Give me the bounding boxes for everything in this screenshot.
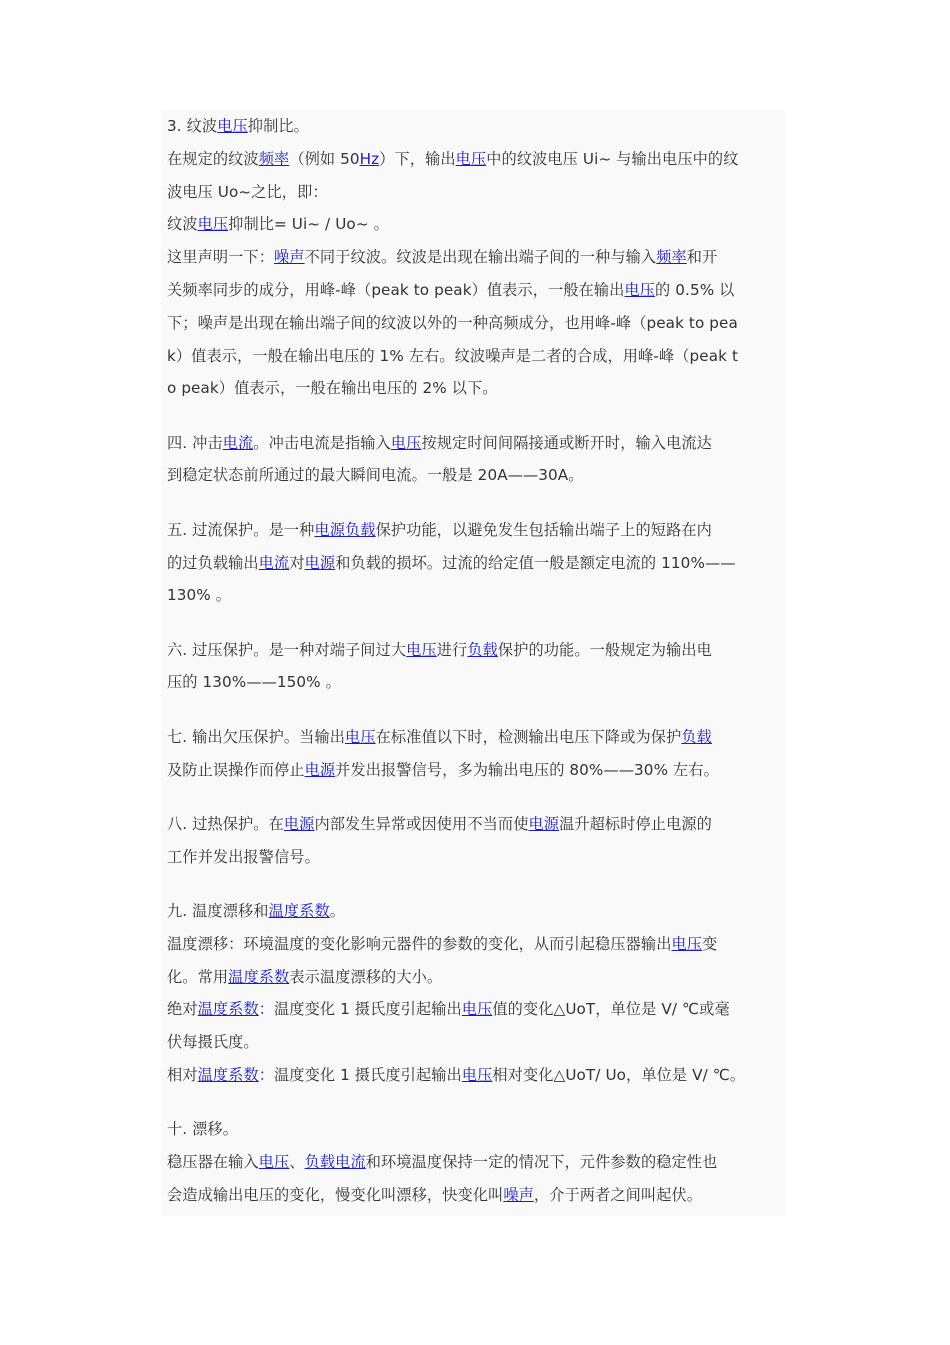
keyword-link[interactable]: 电压	[671, 934, 703, 953]
article-body	[161, 110, 785, 1216]
text-run: 、	[289, 1153, 305, 1172]
keyword-link[interactable]: 温度系数	[228, 967, 290, 986]
section-s3	[167, 110, 785, 405]
text-line	[167, 754, 785, 787]
text-run: 不同于纹波。纹波是出现在输出端子间的一种与输入	[304, 248, 657, 267]
text-line	[167, 895, 785, 928]
text-line	[167, 1113, 785, 1146]
text-run: 表示温度漂移的大小。	[289, 967, 443, 986]
text-run: 五. 过流保护。是一种	[167, 520, 315, 539]
text-line	[167, 1146, 785, 1179]
keyword-link[interactable]: Hz	[359, 149, 380, 168]
text-run: ：温度变化 1 摄氏度引起输出	[258, 1065, 462, 1084]
text-line	[167, 1026, 785, 1059]
text-line	[167, 721, 785, 754]
text-line	[167, 241, 785, 274]
keyword-link[interactable]: 电压	[461, 1000, 493, 1019]
text-line	[167, 110, 785, 143]
keyword-link[interactable]: 温度系数	[197, 1000, 259, 1019]
keyword-link[interactable]: 电压	[345, 727, 376, 746]
text-line	[167, 961, 785, 994]
keyword-link[interactable]: 电压	[217, 117, 248, 135]
section-s8	[167, 808, 785, 874]
text-line	[167, 634, 785, 667]
section-s5	[167, 514, 785, 612]
keyword-link[interactable]: 频率	[656, 248, 687, 267]
text-run: 关频率同步的成分，用峰-峰（peak to peak）值表示，一般在输出	[167, 280, 625, 299]
text-line	[167, 1059, 785, 1092]
text-run: 。冲击电流是指输入	[253, 433, 391, 452]
section-spacer	[167, 492, 785, 514]
text-run: 保护的功能。一般规定为输出电	[497, 640, 712, 659]
keyword-link[interactable]: 电源	[283, 814, 315, 833]
text-run: 变	[702, 934, 718, 953]
text-run: 稳压器在输入	[167, 1153, 259, 1172]
keyword-link[interactable]: 电压	[197, 215, 229, 234]
keyword-link[interactable]: 负载	[681, 727, 712, 746]
section-spacer	[167, 699, 785, 721]
text-run: o peak）值表示，一般在输出电压的 2% 以下。	[167, 379, 498, 398]
text-run: 会造成输出电压的变化，慢变化叫漂移，快变化叫	[167, 1185, 504, 1204]
section-s4	[167, 427, 785, 493]
text-run: 这里声明一下：	[167, 248, 275, 267]
text-line	[167, 427, 785, 460]
text-run: 的 0.5% 以	[655, 280, 735, 299]
section-s10	[167, 1113, 785, 1211]
text-run: 值的变化△UoT，单位是 V/ ℃或毫	[492, 1000, 730, 1019]
text-run: 内部发生异常或因使用不当而使	[314, 814, 529, 833]
section-spacer	[167, 612, 785, 634]
text-run: 七. 输出欠压保护。当输出	[167, 727, 346, 746]
text-run: 十. 漂移。	[167, 1120, 239, 1139]
text-line	[167, 208, 785, 241]
text-run: 到稳定状态前所通过的最大瞬间电流。一般是 20A——30A。	[167, 466, 584, 485]
text-run: 纹波	[167, 215, 198, 234]
keyword-link[interactable]: 电压	[455, 149, 487, 168]
keyword-link[interactable]: 电源	[528, 814, 560, 833]
text-line	[167, 579, 785, 612]
text-run: 对	[289, 553, 305, 572]
text-run: 相对	[167, 1065, 198, 1084]
section-spacer	[167, 786, 785, 808]
section-spacer	[167, 1092, 785, 1114]
text-run: （例如 50	[289, 149, 360, 168]
text-run: 并发出报警信号，多为输出电压的 80%——30% 左右。	[335, 760, 719, 779]
section-s6	[167, 634, 785, 700]
section-s7	[167, 721, 785, 787]
text-run: 和环境温度保持一定的情况下，元件参数的稳定性也	[365, 1153, 718, 1172]
keyword-link[interactable]: 频率	[258, 149, 290, 168]
keyword-link[interactable]: 电源负载	[314, 520, 376, 539]
text-run: ，介于两者之间叫起伏。	[533, 1185, 703, 1204]
keyword-link[interactable]: 电源	[304, 760, 336, 779]
text-run: 。	[329, 901, 346, 920]
text-line	[167, 274, 785, 307]
text-run: 130% 。	[167, 586, 232, 605]
text-line	[167, 928, 785, 961]
text-run: 九. 温度漂移和	[167, 901, 269, 920]
text-line	[167, 808, 785, 841]
text-run: 中的纹波电压 Ui~ 与输出电压中的纹	[486, 149, 739, 168]
text-run: 化。常用	[167, 967, 229, 986]
text-run: 四. 冲击	[167, 433, 223, 452]
keyword-link[interactable]: 温度系数	[268, 901, 330, 920]
text-line	[167, 993, 785, 1026]
section-spacer	[167, 873, 785, 895]
text-run: 八. 过热保护。在	[167, 814, 284, 833]
text-run: 抑制比= Ui~ / Uo~ 。	[228, 215, 389, 234]
keyword-link[interactable]: 电压	[390, 433, 422, 452]
text-run: ）下，输出	[379, 149, 456, 168]
text-line	[167, 340, 785, 373]
text-run: 压的 130%——150% 。	[167, 673, 341, 692]
text-run: 及防止误操作而停止	[167, 760, 305, 779]
text-line	[167, 459, 785, 492]
text-line	[167, 666, 785, 699]
text-run: 的过负载输出	[167, 553, 259, 572]
keyword-link[interactable]: 噪声	[274, 248, 305, 267]
keyword-link[interactable]: 噪声	[503, 1185, 534, 1204]
keyword-link[interactable]: 电压	[461, 1065, 493, 1084]
keyword-link[interactable]: 温度系数	[197, 1065, 259, 1084]
text-run: k）值表示，一般在输出电压的 1% 左右。纹波噪声是二者的合成，用峰-峰（peak t	[167, 346, 739, 365]
text-run: 在标准值以下时，检测输出电压下降或为保护	[375, 727, 682, 746]
text-line	[167, 176, 785, 209]
text-run: ：温度变化 1 摄氏度引起输出	[258, 1000, 462, 1019]
text-line	[167, 514, 785, 547]
keyword-link[interactable]: 负载	[467, 640, 498, 659]
text-run: 下；噪声是出现在输出端子间的纹波以外的一种高频成分，也用峰-峰（peak to pea	[167, 313, 738, 332]
text-run: 抑制比。	[247, 117, 309, 135]
keyword-link[interactable]: 电压	[624, 280, 656, 299]
text-run: 按规定时间间隔接通或断开时，输入电流达	[421, 433, 712, 452]
text-run: 工作并发出报警信号。	[167, 847, 320, 866]
text-line	[167, 1179, 785, 1212]
section-spacer	[167, 405, 785, 427]
text-run: 和开	[686, 248, 718, 267]
text-run: 绝对	[167, 1000, 198, 1019]
text-run: 波电压 Uo~之比，即：	[167, 182, 328, 201]
text-run: 相对变化△UoT/ Uo，单位是 V/ ℃。	[492, 1065, 746, 1084]
text-run: 在规定的纹波	[167, 149, 259, 168]
text-run: 和负载的损坏。过流的给定值一般是额定电流的 110%——	[335, 553, 736, 572]
keyword-link[interactable]: 电流	[222, 433, 254, 452]
text-run: 保护功能，以避免发生包括输出端子上的短路在内	[375, 520, 712, 539]
text-line	[167, 372, 785, 405]
text-run: 伏每摄氏度。	[167, 1033, 259, 1052]
text-run: 温升超标时停止电源的	[559, 814, 712, 833]
keyword-link[interactable]: 负载电流	[304, 1153, 366, 1172]
keyword-link[interactable]: 电压	[406, 640, 437, 659]
section-s9	[167, 895, 785, 1092]
keyword-link[interactable]: 电流	[258, 553, 290, 572]
text-run: 六. 过压保护。是一种对端子间过大	[167, 640, 407, 659]
text-run: 温度漂移：环境温度的变化影响元器件的参数的变化，从而引起稳压器输出	[167, 934, 672, 953]
text-run: 3. 纹波	[167, 117, 218, 135]
text-line	[167, 307, 785, 340]
text-line	[167, 143, 785, 176]
text-line	[167, 547, 785, 580]
text-run: 进行	[436, 640, 468, 659]
keyword-link[interactable]: 电压	[258, 1153, 290, 1172]
text-line	[167, 841, 785, 874]
keyword-link[interactable]: 电源	[304, 553, 336, 572]
